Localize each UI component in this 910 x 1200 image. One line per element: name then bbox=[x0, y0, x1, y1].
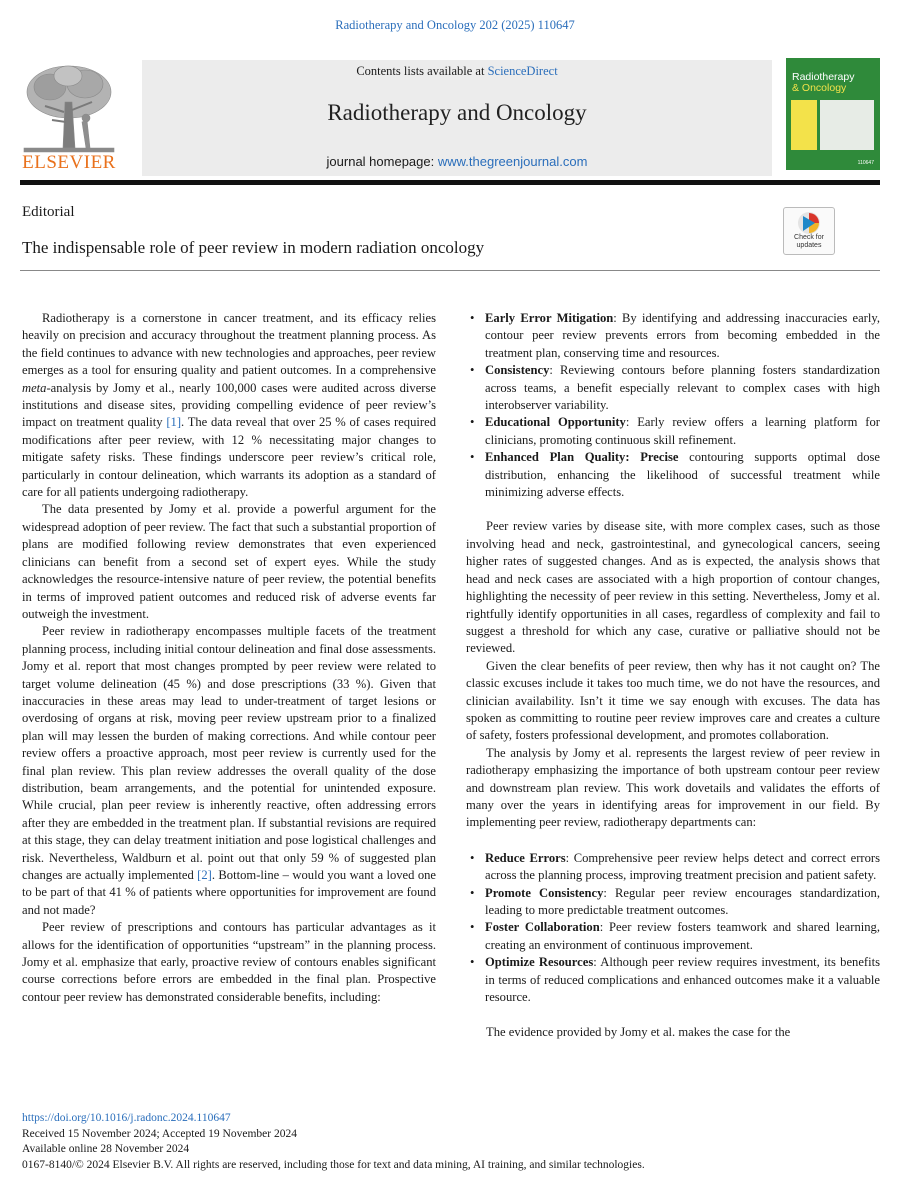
body-column-left bbox=[22, 310, 436, 1006]
article-footer bbox=[22, 1111, 645, 1173]
article-title: The indispensable role of peer review in modern radiation oncology bbox=[22, 238, 485, 257]
contents-line bbox=[142, 64, 772, 79]
list-item-term: Optimize Resources bbox=[485, 955, 594, 970]
paragraph-2: The data presented by Jomy et al. provide a powerful argument for the widespread adoption of peer review. The fact that such a substantial proportion of plans are modified following review demonstrates that even experienced clinicians can benefit from a second set of expert eyes. While the study acknowledges the resource-intensive nature of peer review, the potential benefits in terms of improved patient outcomes and reduced risk of adverse events far outweigh the investment. bbox=[22, 502, 436, 621]
paragraph-7: The analysis by Jomy et al. represents the largest review of peer review in radiotherapy emphasizing the importance of both upstream contour peer review and downstream plan review. This work dovetails and validates the efforts of many over the years in identifying areas for improvement in our field. By implementing peer review, radiotherapy departments can: bbox=[466, 745, 880, 830]
cover-title bbox=[792, 72, 854, 94]
spacer bbox=[466, 832, 880, 850]
paragraph-4: Peer review of prescriptions and contours has particular advantages as it allows for the identification of opportunities “upstream” in the planning process. Jomy et al. emphasize that early, proactive review of contours enables significant course corrections before errors are embedded in the final plan. Prospective contour peer review has demonstrated considerable benefits, including: bbox=[22, 920, 436, 1004]
list-item bbox=[466, 919, 880, 954]
copyright-notice: 0167-8140/© 2024 Elsevier B.V. All rights are reserved, including those for text and data mining, AI training, and similar technologies. bbox=[22, 1158, 645, 1171]
paragraph-3 bbox=[22, 623, 436, 919]
list-item-text: : Reviewing contours before planning fosters standardization across teams, a benefit especially relevant to complex cases with high interobserver variability. bbox=[485, 363, 880, 413]
homepage-link[interactable]: www.thegreenjournal.com bbox=[437, 154, 588, 169]
department-benefits-list bbox=[466, 850, 880, 1007]
list-item bbox=[466, 954, 880, 1006]
list-item-term: Promote Consistency bbox=[485, 885, 604, 900]
paragraph-1-text-c: . The data reveal that over 25 % of cases required modifications after peer review, with 12 % necessitating major changes to mitigate safety risks. These findings underscore peer review’s critical role, particularly in contour delineation, which warrants its adoption as a standard of care for all patients undergoing radiotherapy. bbox=[22, 415, 436, 500]
reference-2-link[interactable]: [2] bbox=[197, 868, 212, 882]
list-item-text: : Comprehensive peer review helps detect and correct errors across the planning process, improving treatment precision and patient safety. bbox=[485, 850, 880, 883]
paragraph-1-text-b: -analysis by Jomy et al., nearly 100,000 cases were audited across diverse institutions and disease sites, providing compelling evidence of peer review’s impact on treatment quality bbox=[22, 380, 436, 430]
list-item-text: : Peer review fosters teamwork and shared learning, creating an environment of continuous improvement. bbox=[485, 920, 880, 952]
elsevier-wordmark: ELSEVIER bbox=[22, 152, 116, 173]
contents-prefix: Contents lists available at bbox=[356, 64, 488, 78]
list-item-term: Foster Collaboration bbox=[485, 920, 600, 935]
masthead-banner bbox=[142, 60, 772, 176]
list-item-term: Reduce Errors bbox=[485, 850, 566, 865]
list-item-term: Enhanced Plan Quality: Precise bbox=[485, 450, 679, 465]
reference-1-link[interactable]: [1] bbox=[166, 415, 182, 430]
homepage-prefix: journal homepage: bbox=[326, 154, 438, 169]
online-date: Available online 28 November 2024 bbox=[22, 1143, 190, 1155]
list-item-term: Early Error Mitigation bbox=[485, 311, 614, 325]
homepage-line bbox=[142, 154, 772, 169]
sciencedirect-link[interactable]: ScienceDirect bbox=[487, 64, 558, 78]
journal-cover-image[interactable] bbox=[786, 58, 880, 170]
list-item bbox=[466, 414, 880, 449]
list-item-text: : Early review offers a learning platform for clinicians, promoting continuous skill refinement. bbox=[485, 415, 880, 447]
journal-header bbox=[20, 58, 880, 181]
paragraph-5: Peer review varies by disease site, with more complex cases, such as those involving head and neck, gastrointestinal, and gynecological cancers, seeing higher rates of suggested changes. And as is expected, the analysis shows that head and neck cases are associated with a high proportion of contour changes, highlighting the necessity of peer review in this setting. Nevertheless, Jomy et al. rightfully identify opportunities in all cases, regardless of complexity and fail to suggest a threshold for which any case, curative or palliative should not be reviewed. bbox=[466, 519, 880, 656]
paragraph-8: The evidence provided by Jomy et al. makes the case for the bbox=[486, 1025, 791, 1040]
doi-link[interactable]: https://doi.org/10.1016/j.radonc.2024.110647 bbox=[22, 1112, 231, 1124]
spacer bbox=[466, 501, 880, 518]
list-item bbox=[466, 362, 880, 414]
paragraph-3-text-b: . Bottom-line – would you want a loved one to be part of that 41 % of patients where opportunities for improvement are found and not made? bbox=[22, 868, 437, 917]
cover-contents-box bbox=[791, 100, 817, 150]
journal-citation[interactable]: Radiotherapy and Oncology 202 (2025) 110647 bbox=[335, 18, 575, 32]
cover-title-line2: & Oncology bbox=[792, 82, 847, 94]
list-item-text: contouring supports optimal dose distribution, enhancing the likelihood of successful treatment while minimizing adverse effects. bbox=[485, 450, 880, 500]
cover-issue-number: 110647 bbox=[857, 160, 874, 166]
list-item bbox=[466, 885, 880, 920]
paragraph-3-text-a: Peer review in radiotherapy encompasses multiple facets of the treatment planning process, including initial contour delineation and final dose assessments. Jomy et al. report that most changes prompted by peer review were related to target volume delineation (45 %) and dose prescriptions (33 %). Given that inaccuracies in these areas may lead to under-treatment of target lesions or overdosing of organs at risk, moving peer review upstream prior to a finalized plan will may lessen the burden of making corrections. And while contour peer review offers a proactive approach, most peer review is currently used for the final plan review. This plan review addresses the overall quality of the dose distribution, beam arrangements, and the potential for unintended exposure. While crucial, plan peer review is inherently reactive, often addressing errors after they are embedded in the treatment plan. If substantial revisions are required at this stage, they can delay treatment initiation and pose logistical challenges and risk. Nevertheless, Waldburn et al. point out that only 59 % of suggested plan changes are actually implemented bbox=[22, 624, 436, 882]
list-item bbox=[466, 310, 880, 362]
list-item-text: : Although peer review requires investment, its benefits in terms of reduced complications and enhanced outcomes make it a valuable resource. bbox=[485, 955, 881, 1005]
check-for-updates-badge[interactable] bbox=[783, 207, 835, 255]
article-type: Editorial bbox=[22, 204, 75, 220]
paragraph-1-text-a: Radiotherapy is a cornerstone in cancer treatment, and its efficacy relies heavily on precision and accuracy throughout the treatment planning process. As the field continues to advance with new technologies and approaches, peer review emerges as a tool for ensuring quality and patient outcomes. In a comprehensive bbox=[22, 311, 436, 378]
list-item bbox=[466, 850, 880, 885]
badge-line1: Check for bbox=[794, 234, 824, 241]
list-item-text: : By identifying and addressing inaccuracies early, contour peer review prevents errors from becoming embedded in the treatment plan, conserving time and resources. bbox=[485, 311, 880, 360]
journal-title: Radiotherapy and Oncology bbox=[327, 100, 587, 125]
list-item bbox=[466, 449, 880, 501]
header-divider bbox=[20, 180, 880, 185]
contour-benefits-list bbox=[466, 310, 880, 501]
check-for-updates-text bbox=[784, 234, 834, 249]
cover-figure-box bbox=[820, 100, 874, 150]
list-item-term: Educational Opportunity bbox=[485, 415, 626, 430]
received-dates: Received 15 November 2024; Accepted 19 November 2024 bbox=[22, 1127, 297, 1140]
meta-italic: meta bbox=[22, 380, 47, 395]
title-divider bbox=[20, 270, 880, 271]
body-column-right bbox=[466, 310, 880, 1042]
spacer bbox=[466, 1006, 880, 1024]
check-for-updates-icon bbox=[784, 210, 834, 236]
cover-title-line1: Radiotherapy bbox=[792, 71, 855, 83]
list-item-term: Consistency bbox=[485, 363, 550, 378]
badge-line2: updates bbox=[796, 241, 822, 249]
list-item-text: : Regular peer review encourages standardization, leading to more predictable treatment outcomes. bbox=[485, 885, 880, 917]
paragraph-1 bbox=[22, 310, 436, 501]
paragraph-6: Given the clear benefits of peer review, then why has it not caught on? The classic excuses include it takes too much time, we do not have the resources, and clinician availability. Isn’t it time we say enough with excuses. The data has spoken as committing to routine peer review improves care and creates a culture of safety, fosters professional development, and promotes collaboration. bbox=[466, 658, 880, 743]
